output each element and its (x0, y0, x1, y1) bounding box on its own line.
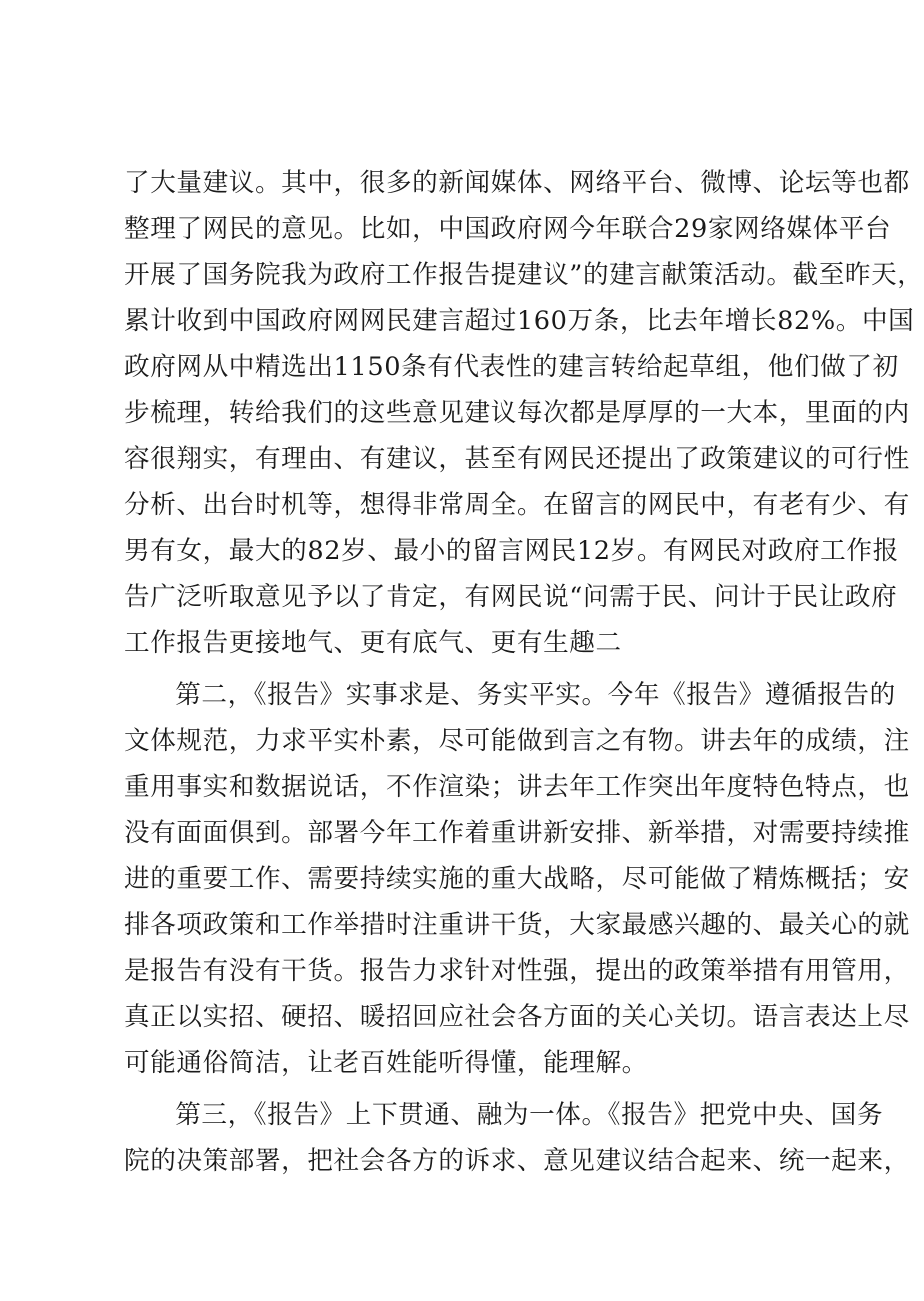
text-line: 真正以实招、硬招、暖招回应社会各方面的关心关切。语言表达上尽 (124, 1002, 910, 1032)
text-line: 告广泛听取意见予以了肯定，有网民说“问需于民、问计于民让政府 (124, 582, 898, 612)
text-line: 容很翔实，有理由、有建议，甚至有网民还提出了政策建议的可行性 (124, 444, 910, 474)
text-line: 男有女，最大的82岁、最小的留言网民12岁。有网民对政府工作报 (124, 536, 899, 566)
text-line: 步梳理，转给我们的这些意见建议每次都是厚厚的一大本，里面的内 (124, 398, 910, 428)
text-line: 累计收到中国政府网网民建言超过160万条，比去年增长82%。中国 (124, 306, 915, 336)
text-line: 可能通俗简洁，让老百姓能听得懂，能理解。 (124, 1048, 648, 1078)
document-body (124, 160, 924, 1184)
text-line: 政府网从中精选出1150条有代表性的建言转给起草组，他们做了初 (124, 352, 899, 382)
text-line: 文体规范，力求平实朴素，尽可能做到言之有物。讲去年的成绩，注 (124, 726, 910, 756)
text-line: 分析、出台时机等，想得非常周全。在留言的网民中，有老有少、有 (124, 490, 910, 520)
text-line: 第二，《报告》实事求是、务实平实。今年《报告》遵循报告的 (175, 680, 896, 710)
text-line: 排各项政策和工作举措时注重讲干货，大家最感兴趣的、最关心的就 (124, 910, 910, 940)
text-line: 院的决策部署，把社会各方的诉求、意见建议结合起来、统一起来， (124, 1146, 910, 1176)
paragraph-1 (124, 160, 924, 666)
text-line: 整理了网民的意见。比如，中国政府网今年联合29家网络媒体平台 (124, 214, 892, 244)
text-line: 重用事实和数据说话，不作渲染；讲去年工作突出年度特色特点，也 (124, 772, 910, 802)
text-line: 开展了国务院我为政府工作报告提建议”的建言献策活动。截至昨天， (124, 260, 924, 290)
text-line: 是报告有没有干货。报告力求针对性强，提出的政策举措有用管用， (124, 956, 910, 986)
paragraph-3 (124, 1092, 910, 1184)
text-line: 没有面面俱到。部署今年工作着重讲新安排、新举措，对需要持续推 (124, 818, 910, 848)
paragraph-2 (124, 672, 910, 1086)
text-line: 工作报告更接地气、更有底气、更有生趣二 (124, 628, 622, 658)
text-line: 第三，《报告》上下贯通、融为一体。《报告》把党中央、国务 (175, 1100, 884, 1130)
text-line: 进的重要工作、需要持续实施的重大战略，尽可能做了精炼概括；安 (124, 864, 910, 894)
text-line: 了大量建议。其中，很多的新闻媒体、网络平台、微博、论坛等也都 (124, 168, 910, 198)
